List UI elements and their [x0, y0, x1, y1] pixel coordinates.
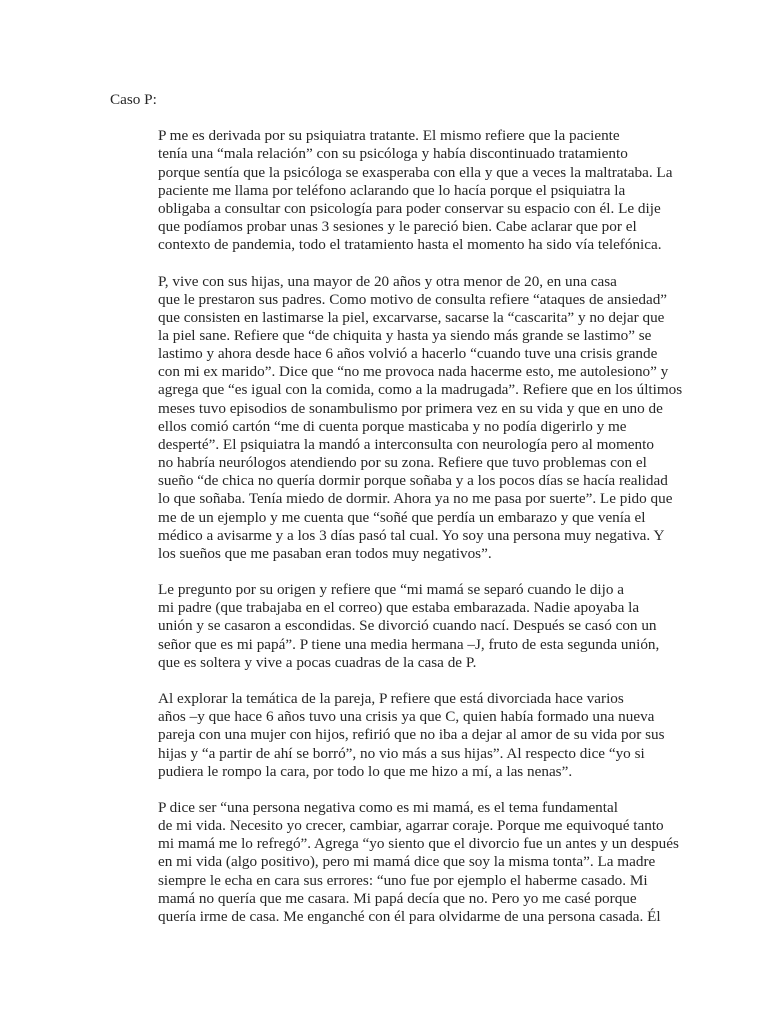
paragraph-2: [110, 272, 683, 564]
text-line: quería irme de casa. Me enganché con él para olvidarme de una persona casada. Él: [158, 907, 661, 925]
text-line: ellos comió cartón “me di cuenta porque masticaba y no podía digerirlo y me: [158, 417, 627, 435]
text-line: siempre le echa en cara sus errores: “uno fue por ejemplo el haberme casado. Mi: [158, 871, 648, 889]
text-line: Al explorar la temática de la pareja, P refiere que está divorciada hace varios: [158, 690, 624, 708]
text-line: señor que es mi papá”. P tiene una media hermana –J, fruto de esta segunda unión,: [158, 635, 660, 653]
text-line: que consisten en lastimarse la piel, excarvarse, sacarse la “cascarita” y no dejar que: [158, 308, 665, 326]
text-line: médico a avisarme y a los 3 días pasó tal cual. Yo soy una persona muy negativa. Y: [158, 526, 665, 544]
paragraph-3: [110, 581, 660, 672]
paragraph-4: [110, 690, 665, 781]
text-line: lo que soñaba. Tenía miedo de dormir. Ahora ya no me pasa por suerte”. Le pido que: [158, 490, 673, 508]
text-line: que le prestaron sus padres. Como motivo de consulta refiere “ataques de ansiedad”: [158, 290, 668, 308]
text-line: pudiera le rompo la cara, por todo lo que me hizo a mí, a las nenas”.: [158, 762, 573, 780]
text-line: en mi vida (algo positivo), pero mi mamá dice que soy la misma tonta”. La madre: [158, 853, 656, 871]
text-line: que es soltera y vive a pocas cuadras de la casa de P.: [158, 653, 477, 671]
text-line: no habría neurólogos atendiendo por su zona. Refiere que tuvo problemas con el: [158, 454, 647, 472]
text-line: con mi ex marido”. Dice que “no me provoca nada hacerme esto, me autolesiono” y: [158, 363, 669, 381]
text-line: me de un ejemplo y me cuenta que “soñé que perdía un embarazo y que venía el: [158, 508, 646, 526]
text-line: agrega que “es igual con la comida, como a la madrugada”. Refiere que en los últimos: [158, 381, 683, 399]
paragraph-5: [110, 799, 679, 926]
text-line: P me es derivada por su psiquiatra tratante. El mismo refiere que la paciente: [158, 127, 620, 145]
text-line: contexto de pandemia, todo el tratamiento hasta el momento ha sido vía telefónica.: [158, 236, 662, 254]
text-line: los sueños que me pasaban eran todos muy negativos”.: [158, 544, 492, 562]
text-line: obligaba a consultar con psicología para poder conservar su espacio con él. Le dije: [158, 199, 661, 217]
text-line: que podíamos probar unas 3 sesiones y le pareció bien. Cabe aclarar que por el: [158, 218, 637, 236]
text-line: desperté”. El psiquiatra la mandó a interconsulta con neurología pero al momento: [158, 435, 654, 453]
document-heading: Caso P:: [110, 91, 157, 108]
text-line: años –y que hace 6 años tuvo una crisis ya que C, quien había formado una nueva: [158, 708, 655, 726]
text-line: lastimo y ahora desde hace 6 años volvió a hacerlo “cuando tuve una crisis grande: [158, 345, 658, 363]
text-line: la piel sane. Refiere que “de chiquita y hasta ya siendo más grande se lastimo” se: [158, 327, 652, 344]
text-line: hijas y “a partir de ahí se borró”, no vio más a sus hijas”. Al respecto dice “yo si: [158, 744, 645, 762]
text-line: mi mamá me lo refregó”. Agrega “yo siento que el divorcio fue un antes y un después: [158, 835, 679, 853]
text-line: Le pregunto por su origen y refiere que “mi mamá se separó cuando le dijo a: [158, 581, 624, 599]
text-line: pareja con una mujer con hijos, refirió que no iba a dejar al amor de su vida por sus: [158, 726, 665, 744]
text-line: sueño “de chica no quería dormir porque soñaba y a los pocos días se hacía realidad: [158, 472, 668, 490]
text-line: de mi vida. Necesito yo crecer, cambiar, agarrar coraje. Porque me equivoqué tanto: [158, 817, 664, 835]
text-line: tenía una “mala relación” con su psicóloga y había discontinuado tratamiento: [158, 145, 628, 163]
text-line: mamá no quería que me casara. Mi papá decía que no. Pero yo me casé porque: [158, 889, 637, 907]
text-line: P, vive con sus hijas, una mayor de 20 años y otra menor de 20, en una casa: [158, 272, 617, 290]
text-line: mi padre (que trabajaba en el correo) que estaba embarazada. Nadie apoyaba la: [158, 599, 640, 617]
document-body: [110, 127, 683, 926]
text-line: meses tuvo episodios de sonambulismo por primera vez en su vida y que en uno de: [158, 399, 663, 417]
text-line: paciente me llama por teléfono aclarando que lo hacía porque el psiquiatra la: [158, 181, 626, 199]
paragraph-1: [110, 127, 673, 254]
text-line: unión y se casaron a escondidas. Se divorció cuando nací. Después se casó con un: [158, 617, 657, 635]
text-line: P dice ser “una persona negativa como es mi mamá, es el tema fundamental: [158, 799, 618, 817]
text-line: porque sentía que la psicóloga se exasperaba con ella y que a veces la maltrataba. La: [158, 163, 673, 181]
